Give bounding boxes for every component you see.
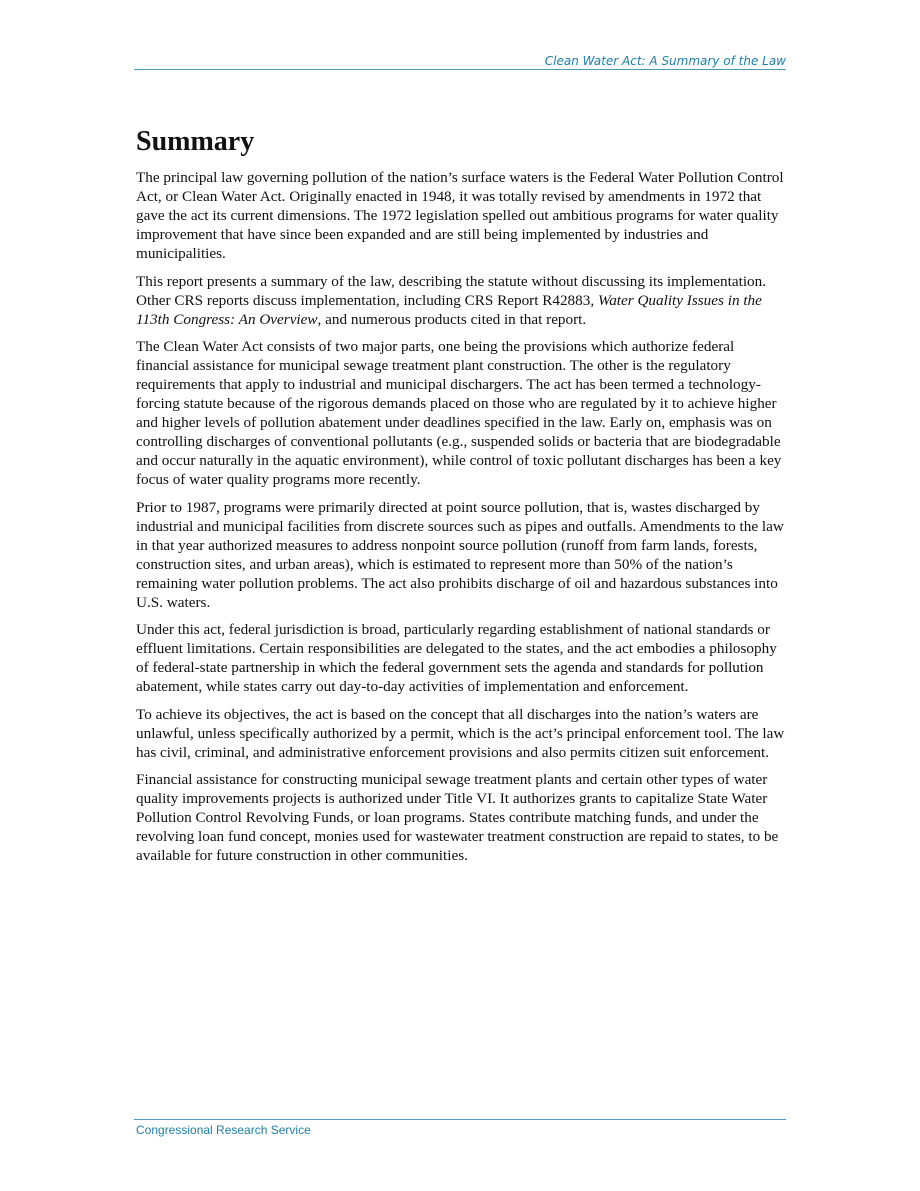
paragraph-report-scope-text-a: This report presents a summary of the law, describing the statute without discussing its implementation. Other CRS reports discuss implementation, including CRS Report R42883, xyxy=(136,272,767,309)
footer-organization: Congressional Research Service xyxy=(136,1123,311,1137)
paragraph-permits: To achieve its objectives, the act is based on the concept that all discharges into the nation’s waters are unlawful, unless specifically authorized by a permit, which is the act’s principal enforcement tool. The law has civil, criminal, and administrative enforcement provisions and also permits citizen suit enforcement. xyxy=(136,705,785,761)
footer-divider xyxy=(134,1119,786,1120)
paragraph-report-scope-text-b: , and numerous products cited in that report. xyxy=(317,310,587,328)
section-heading: Summary xyxy=(136,126,255,157)
paragraph-jurisdiction: Under this act, federal jurisdiction is broad, particularly regarding establishment of national standards or effluent limitations. Certain responsibilities are delegated to the states, and the act embodies a philosophy of federal-state partnership in which the federal government sets the agenda and standards for pollution abatement, while states carry out day-to-day activities of implementation and enforcement. xyxy=(136,621,777,695)
document-body xyxy=(136,124,786,874)
header-divider xyxy=(134,69,786,70)
paragraph-overview: The principal law governing pollution of the nation’s surface waters is the Federal Water Pollution Control Act, or Clean Water Act. Originally enacted in 1948, it was totally revised by amendments in 1972 that gave the act its current dimensions. The 1972 legislation spelled out ambitious programs for water quality improvement that have since been expanded and are still being implemented by industries and municipalities. xyxy=(136,169,784,262)
paragraph-major-parts: The Clean Water Act consists of two major parts, one being the provisions which authorize federal financial assistance for municipal sewage treatment plant construction. The other is the regulatory requirements that apply to industrial and municipal dischargers. The act has been termed a technology-forcing statute because of the rigorous demands placed on those who are regulated by it to achieve higher and higher levels of pollution abatement under deadlines specified in the law. Early on, emphasis was on controlling discharges of conventional pollutants (e.g., suspended solids or bacteria that are biodegradable and occur naturally in the aquatic environment), while control of toxic pollutant discharges has been a key focus of water quality programs more recently. xyxy=(136,338,782,488)
paragraph-point-source: Prior to 1987, programs were primarily directed at point source pollution, that is, wastes discharged by industrial and municipal facilities from discrete sources such as pipes and outfalls. Amendments to the law in that year authorized measures to address nonpoint source pollution (runoff from farm lands, forests, construction sites, and urban areas), which is estimated to represent more than 50% of the nation’s remaining water pollution problems. The act also prohibits discharge of oil and hazardous substances into U.S. waters. xyxy=(136,498,784,611)
running-header-title: Clean Water Act: A Summary of the Law xyxy=(544,54,786,68)
paragraph-financial-assistance: Financial assistance for constructing municipal sewage treatment plants and certain other types of water quality improvements projects is authorized under Title VI. It authorizes grants to capitalize State Water Pollution Control Revolving Funds, or loan programs. States contribute matching funds, and under the revolving loan fund concept, monies used for wastewater treatment construction are repaid to states, to be available for future construction in other communities. xyxy=(136,771,779,864)
paragraph-report-scope xyxy=(136,272,786,329)
report-title-citation: Water Quality Issues in the 113th Congress: An Overview xyxy=(136,291,762,328)
